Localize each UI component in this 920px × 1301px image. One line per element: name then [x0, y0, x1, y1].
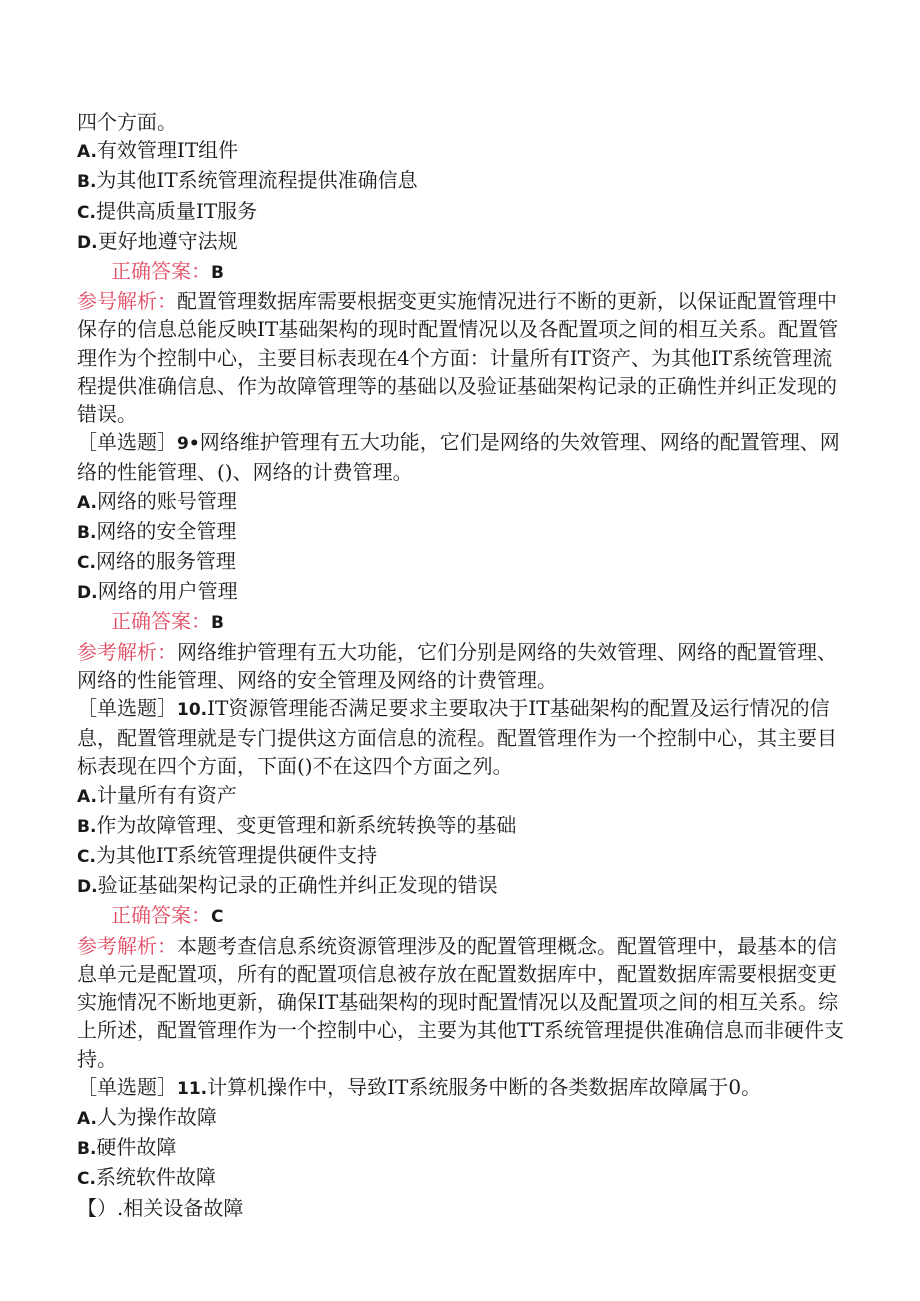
- option-letter: C.: [77, 202, 96, 223]
- question-type: ［单选题］: [77, 430, 177, 455]
- question-number: 11.: [177, 1078, 208, 1099]
- q10-stem: [77, 694, 847, 781]
- answer-value: C: [211, 907, 224, 928]
- document-page: [77, 108, 847, 1222]
- q9-option-d: [77, 577, 847, 607]
- q9-stem: [77, 428, 847, 486]
- q11-option-b: [77, 1133, 847, 1163]
- option-text: 网络的服务管理: [95, 549, 236, 574]
- q8-option-a: [77, 136, 847, 166]
- option-text: 作为故障管理、变更管理和新系统转换等的基础: [96, 812, 517, 837]
- option-letter: D.: [77, 583, 98, 604]
- option-letter: 【）.: [77, 1195, 124, 1220]
- q9-explanation: [77, 638, 847, 694]
- q11-option-d: [77, 1194, 847, 1222]
- option-text: 相关设备故障: [123, 1195, 244, 1220]
- q8-option-d: [77, 227, 847, 257]
- option-text: 网络的账号管理: [96, 488, 237, 513]
- q11-option-a: [77, 1103, 847, 1133]
- option-text: 为其他IT系统管理流程提供准确信息: [96, 168, 418, 193]
- question-number: 10.: [177, 700, 208, 721]
- option-text: 有效管理IT组件: [96, 138, 239, 163]
- q9-option-a: [77, 487, 847, 517]
- answer-label: 正确答案：: [111, 609, 211, 634]
- q10-option-c: [77, 841, 847, 871]
- answer-value: B: [211, 613, 224, 634]
- option-letter: C.: [77, 1169, 96, 1190]
- q10-option-d: [77, 871, 847, 901]
- q8-option-b: [77, 166, 847, 196]
- explanation-text: 本题考查信息系统资源管理涉及的配置管理概念。配置管理中，最基本的信息单元是配置项，所有的配置项信息被存放在配置数据库中，配置数据库需要根据变更实施情况不断地更新，确保IT基础架构的现时配置情况以及配置项之间的相互关系。综上所述，配置管理作为一个控制中心，主要为其他TT系统管理提供准确信息而非硬件支持。: [77, 933, 845, 1071]
- q8-explanation: [77, 287, 847, 428]
- question-type: ［单选题］: [77, 696, 177, 721]
- question-text: 网络维护管理有五大功能，它们是网络的失效管理、网络的配置管理、网络的性能管理、()、网络的计费管理。: [77, 430, 840, 485]
- q9-option-c: [77, 547, 847, 577]
- explanation-label: 参考解析：: [77, 639, 177, 664]
- q8-answer: [77, 257, 847, 287]
- q10-option-a: [77, 781, 847, 811]
- answer-label: 正确答案：: [111, 903, 211, 928]
- option-letter: A.: [77, 142, 97, 163]
- option-letter: C.: [77, 553, 96, 574]
- option-text: 网络的安全管理: [96, 518, 237, 543]
- option-letter: B.: [77, 1139, 97, 1160]
- option-text: 为其他IT系统管理提供硬件支持: [95, 843, 378, 868]
- explanation-text: 配置管理数据库需要根据变更实施情况进行不断的更新，以保证配置管理中保存的信息总能反映IT基础架构的现时配置情况以及各配置项之间的相互关系。配置管理作为个控制中心，主要目标表现在4个方面：计量所有IT资产、为其他IT系统管理流程提供准确信息、作为故障管理等的基础以及验证基础架构记录的正确性并纠正发现的错误。: [77, 289, 839, 427]
- q10-option-b: [77, 811, 847, 841]
- option-text: 验证基础架构记录的正确性并纠正发现的错误: [97, 873, 498, 898]
- q10-explanation: [77, 932, 847, 1073]
- q8-option-c: [77, 197, 847, 227]
- q11-stem: [77, 1073, 847, 1103]
- question-type: ［单选题］: [77, 1074, 177, 1099]
- option-text: 计量所有有资产: [96, 782, 237, 807]
- option-text: 硬件故障: [96, 1135, 177, 1160]
- option-letter: A.: [77, 786, 97, 807]
- option-letter: C.: [77, 847, 96, 868]
- q8-stem-tail: 四个方面。: [77, 110, 177, 134]
- answer-label: 正确答案：: [111, 259, 211, 284]
- q9-answer: [77, 607, 847, 637]
- option-text: 系统软件故障: [95, 1165, 216, 1190]
- option-letter: A.: [77, 492, 97, 513]
- option-letter: D.: [77, 877, 98, 898]
- option-text: 网络的用户管理: [97, 579, 238, 604]
- option-letter: B.: [77, 522, 97, 543]
- answer-value: B: [211, 263, 224, 284]
- explanation-text: 网络维护管理有五大功能，它们分别是网络的失效管理、网络的配置管理、网络的性能管理、网络的安全管理及网络的计费管理。: [77, 639, 837, 692]
- explanation-label: 参考解析：: [77, 933, 177, 958]
- option-letter: B.: [77, 172, 97, 193]
- q11-option-c: [77, 1163, 847, 1193]
- option-text: 提供高质量IT服务: [95, 198, 258, 223]
- option-text: 人为操作故障: [96, 1104, 217, 1129]
- option-letter: A.: [77, 1108, 97, 1129]
- explanation-label: 参号解析：: [77, 289, 177, 314]
- question-text: 计算机操作中，导致IT系统服务中断的各类数据库故障属于0。: [207, 1074, 762, 1099]
- q9-option-b: [77, 517, 847, 547]
- option-letter: D.: [77, 232, 98, 253]
- question-number: 9•: [177, 434, 200, 455]
- question-text: IT资源管理能否满足要求主要取决于IT基础架构的配置及运行情况的信息，配置管理就是专门提供这方面信息的流程。配置管理作为一个控制中心，其主要目标表现在四个方面，下面()不在这四个方面之列。: [77, 696, 837, 779]
- q10-answer: [77, 901, 847, 931]
- option-text: 更好地遵守法规: [97, 228, 238, 253]
- option-letter: B.: [77, 816, 97, 837]
